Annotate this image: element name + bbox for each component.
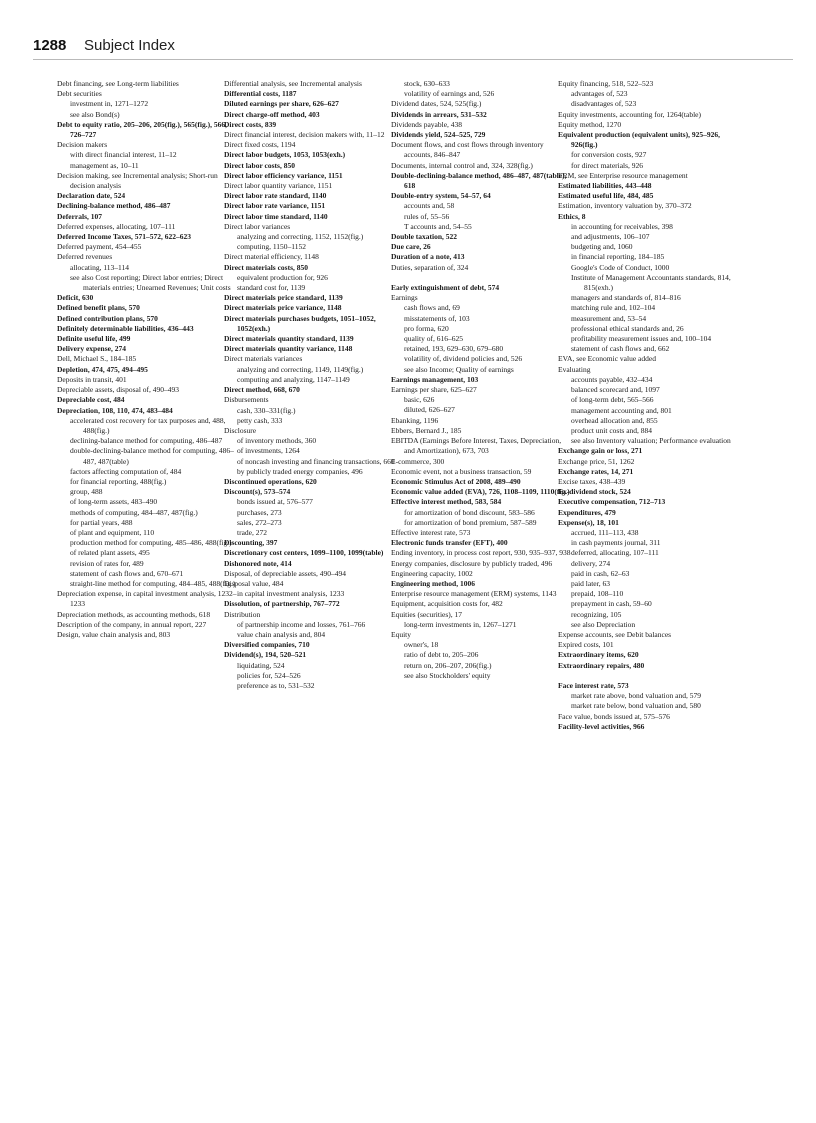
index-entry: Exchange gain or loss, 271 (558, 446, 643, 456)
index-entry: Estimated useful life, 484, 485 (558, 191, 654, 201)
index-entry: Dishonored note, 414 (224, 558, 292, 568)
index-subentry: petty cash, 333 (237, 415, 283, 425)
index-subentry: see also Cost reporting; Direct labor entries; Direct materials entries; Unearned Revenues; Unit costs (70, 272, 231, 293)
index-subentry: sales, 272–273 (237, 517, 282, 527)
index-entry: Deferrals, 107 (57, 211, 102, 221)
index-entry: Direct labor efficiency variance, 1151 (224, 170, 343, 180)
index-entry: Ebbers, Bernard J., 185 (391, 425, 462, 435)
index-column-1 (57, 79, 237, 640)
index-entry: Direct labor quantity variance, 1151 (224, 181, 333, 191)
index-entry: Equity method, 1270 (558, 119, 622, 129)
index-entry: Depletion, 474, 475, 494–495 (57, 364, 148, 374)
index-entry: Deferred revenues (57, 252, 113, 262)
index-subentry: accrued, 111–113, 438 (571, 527, 639, 537)
index-column-2 (224, 79, 404, 691)
index-entry: Deferred expenses, allocating, 107–111 (57, 221, 176, 231)
index-entry: Direct financial interest, decision makers with, 11–12 (224, 130, 385, 140)
index-subentry: purchases, 273 (237, 507, 282, 517)
index-entry: Electronic funds transfer (EFT), 400 (391, 538, 508, 548)
index-entry: Decision makers (57, 140, 108, 150)
index-subentry: for partial years, 488 (70, 517, 133, 527)
index-subentry: straight-line method for computing, 484–485, 488(fig.) (70, 578, 236, 588)
index-entry: Depreciable assets, disposal of, 490–493 (57, 385, 180, 395)
index-entry: Deposits in transit, 401 (57, 374, 127, 384)
index-entry: Direct material efficiency, 1148 (224, 252, 319, 262)
index-subentry: for conversion costs, 927 (571, 150, 647, 160)
index-entry: Declining-balance method, 486–487 (57, 201, 171, 211)
index-entry: Disposal value, 484 (224, 578, 284, 588)
index-entry: Exchange rates, 14, 271 (558, 466, 634, 476)
index-entry: Depreciation expense, in capital investment analysis, 1232–1233 (57, 589, 237, 609)
index-entry: Depreciable cost, 484 (57, 395, 125, 405)
index-entry: Direct labor costs, 850 (224, 160, 295, 170)
index-subentry: accelerated cost recovery for tax purposes and, 488, 488(fig.) (70, 415, 226, 435)
index-subentry: analyzing and correcting, 1149, 1149(fig.) (237, 364, 364, 374)
index-entry: Dissolution, of partnership, 767–772 (224, 599, 340, 609)
index-subentry: allocating, 113–114 (70, 262, 130, 272)
index-entry: Design, value chain analysis and, 803 (57, 629, 171, 639)
index-entry: Dividends yield, 524–525, 729 (391, 130, 486, 140)
index-subentry: investment in, 1271–1272 (70, 99, 149, 109)
index-entry: ERM, see Enterprise resource management (558, 170, 688, 180)
index-subentry: with direct financial interest, 11–12 (70, 150, 177, 160)
index-entry: Expense(s), 18, 101 (558, 517, 619, 527)
index-subentry: standard cost for, 1139 (237, 283, 306, 293)
index-subentry: cash flows and, 69 (404, 303, 460, 313)
index-entry: EVA, see Economic value added (558, 354, 656, 364)
index-subentry: ratio of debt to, 205–206 (404, 650, 479, 660)
index-entry: Extraordinary repairs, 480 (558, 660, 645, 670)
index-entry: Expired costs, 101 (558, 640, 614, 650)
index-entry: Debt to equity ratio, 205–206, 205(fig.), 565(fig.), 566, 726–727 (57, 119, 227, 140)
index-entry: Disposal, of depreciable assets, 490–494 (224, 568, 347, 578)
index-subentry: professional ethical standards and, 26 (571, 323, 684, 333)
index-entry: Direct labor time standard, 1140 (224, 211, 328, 221)
index-subentry: factors affecting computation of, 484 (70, 466, 182, 476)
index-subentry: of plant and equipment, 110 (70, 527, 155, 537)
index-entry: Ethics, 8 (558, 211, 586, 221)
index-subentry: matching rule and, 102–104 (571, 303, 656, 313)
index-entry: Estimation, inventory valuation by, 370–372 (558, 201, 692, 211)
index-entry: Discretionary cost centers, 1099–1100, 1099(table) (224, 548, 384, 558)
index-entry: Ex-dividend stock, 524 (558, 487, 631, 497)
index-subentry: deferred, allocating, 107–111 (571, 548, 659, 558)
index-subentry: of related plant assets, 495 (70, 548, 150, 558)
index-subentry: of inventory methods, 360 (237, 436, 317, 446)
index-subentry: by publicly traded energy companies, 496 (237, 466, 363, 476)
index-entry: Documents, internal control and, 324, 328(fig.) (391, 160, 533, 170)
index-subentry: equivalent production for, 926 (237, 272, 328, 282)
index-entry: Dell, Michael S., 184–185 (57, 354, 137, 364)
index-entry: Dividends in arrears, 531–532 (391, 109, 487, 119)
index-entry: Expenditures, 479 (558, 507, 616, 517)
index-entry: Equity (391, 629, 411, 639)
index-subentry: product unit costs and, 884 (571, 425, 653, 435)
index-entry: Economic value added (EVA), 726, 1108–1109, 1110(fig.) (391, 487, 570, 497)
index-subentry: misstatements of, 103 (404, 313, 470, 323)
index-subentry: of long-term assets, 483–490 (70, 497, 158, 507)
index-subentry: budgeting and, 1060 (571, 242, 633, 252)
index-entry: Definite useful life, 499 (57, 334, 131, 344)
index-subentry: balanced scorecard and, 1097 (571, 385, 660, 395)
index-entry: Direct materials quantity variance, 1148 (224, 344, 353, 354)
index-subentry: double-declining-balance method for computing, 486–487, 487(table) (70, 446, 234, 466)
index-subentry: in cash payments journal, 311 (571, 538, 661, 548)
index-subentry: quality of, 616–625 (404, 334, 463, 344)
index-entry: Direct materials variances (224, 354, 303, 364)
index-entry: Ending inventory, in process cost report, 930, 935–937, 938 (391, 548, 571, 558)
index-subentry: accounts and, 58 (404, 201, 455, 211)
index-subentry: in financial reporting, 184–185 (571, 252, 665, 262)
index-subentry: overhead allocation and, 855 (571, 415, 658, 425)
index-entry: Early extinguishment of debt, 574 (391, 283, 500, 293)
index-entry: Deferred Income Taxes, 571–572, 622–623 (57, 232, 192, 242)
index-entry: Diluted earnings per share, 626–627 (224, 99, 339, 109)
index-subentry: measurement and, 53–54 (571, 313, 647, 323)
index-subentry: policies for, 524–526 (237, 670, 301, 680)
page-header (33, 37, 793, 63)
index-entry: Defined contribution plans, 570 (57, 313, 158, 323)
index-entry: Earnings per share, 625–627 (391, 385, 477, 395)
index-entry: Effective interest method, 583, 584 (391, 497, 502, 507)
index-subentry: management accounting and, 801 (571, 405, 672, 415)
index-entry: Declaration date, 524 (57, 191, 126, 201)
index-entry: Equity financing, 518, 522–523 (558, 79, 654, 88)
index-subentry: liquidating, 524 (237, 660, 285, 670)
index-subentry: prepaid, 108–110 (571, 589, 624, 599)
index-entry: Energy companies, disclosure by publicly traded, 496 (391, 558, 553, 568)
index-entry: Differential analysis, see Incremental analysis (224, 79, 362, 88)
index-entry: Face value, bonds issued at, 575–576 (558, 711, 670, 721)
index-entry: Debt securities (57, 89, 102, 99)
index-subentry: rules of, 55–56 (404, 211, 450, 221)
index-entry: Discontinued operations, 620 (224, 476, 317, 486)
index-entry: Direct labor variances (224, 221, 291, 231)
index-subentry: computing, 1150–1152 (237, 242, 307, 252)
index-entry: Direct method, 668, 670 (224, 385, 300, 395)
running-title: Subject Index (84, 37, 175, 54)
index-entry: Dividend dates, 524, 525(fig.) (391, 99, 482, 109)
index-subentry: basic, 626 (404, 395, 435, 405)
index-entry: Double taxation, 522 (391, 232, 458, 242)
index-entry: Discount(s), 573–574 (224, 487, 291, 497)
index-entry: Description of the company, in annual report, 227 (57, 619, 207, 629)
index-entry: Double-declining-balance method, 486–487, 487(table), 618 (391, 170, 567, 191)
index-entry: Diversified companies, 710 (224, 640, 310, 650)
index-subentry: declining-balance method for computing, 486–487 (70, 436, 223, 446)
index-subentry: statement of cash flows and, 662 (571, 344, 670, 354)
index-entry: Depreciation methods, as accounting methods, 618 (57, 609, 211, 619)
index-subentry: and adjustments, 106–107 (571, 232, 650, 242)
index-entry: Equities (securities), 17 (391, 609, 463, 619)
index-entry: Direct fixed costs, 1194 (224, 140, 296, 150)
index-column-3 (391, 79, 571, 681)
index-subentry: production method for computing, 485–486, 488(fig.) (70, 538, 232, 548)
index-subentry: preference as to, 531–532 (237, 680, 315, 690)
index-subentry: prepayment in cash, 59–60 (571, 599, 652, 609)
index-entry: Discounting, 397 (224, 538, 278, 548)
index-entry: Executive compensation, 712–713 (558, 497, 666, 507)
index-entry: Ebanking, 1196 (391, 415, 439, 425)
index-subentry: value chain analysis and, 804 (237, 629, 326, 639)
index-entry: Evaluating (558, 364, 591, 374)
index-subentry: advantages of, 523 (571, 89, 628, 99)
index-subentry: statement of cash flows and, 670–671 (70, 568, 184, 578)
index-subentry: for financial reporting, 488(fig.) (70, 476, 167, 486)
index-subentry: group, 488 (70, 487, 103, 497)
index-subentry: for amortization of bond discount, 583–586 (404, 507, 535, 517)
index-entry: Equipment, acquisition costs for, 482 (391, 599, 503, 609)
index-subentry: methods of computing, 484–487, 487(fig.) (70, 507, 198, 517)
index-entry: Direct labor rate variance, 1151 (224, 201, 326, 211)
header-rule (33, 59, 793, 60)
index-entry: Decision making, see Incremental analysis; Short-run decision analysis (57, 170, 218, 191)
index-entry: Duties, separation of, 324 (391, 262, 469, 272)
index-entry: Direct materials price variance, 1148 (224, 303, 342, 313)
index-subentry: management as, 10–11 (70, 160, 139, 170)
index-subentry: trade, 272 (237, 527, 267, 537)
index-entry: Economic Stimulus Act of 2008, 489–490 (391, 476, 521, 486)
index-entry: Dividend(s), 194, 520–521 (224, 650, 307, 660)
index-subentry: diluted, 626–627 (404, 405, 455, 415)
index-subentry: of investments, 1264 (237, 446, 300, 456)
index-subentry: stock, 630–633 (404, 79, 450, 88)
index-subentry: market rate below, bond valuation and, 580 (571, 701, 701, 711)
index-entry: Face interest rate, 573 (558, 680, 629, 690)
index-entry: E-commerce, 300 (391, 456, 445, 466)
index-subentry: delivery, 274 (571, 558, 611, 568)
index-entry: Depreciation, 108, 110, 474, 483–484 (57, 405, 173, 415)
index-entry: Enterprise resource management (ERM) systems, 1143 (391, 589, 557, 599)
index-column-4 (558, 79, 738, 732)
index-entry: Disbursements (224, 395, 269, 405)
index-entry: Engineering method, 1006 (391, 578, 475, 588)
index-entry: Earnings management, 103 (391, 374, 479, 384)
index-entry: Defined benefit plans, 570 (57, 303, 140, 313)
index-subentry: recognizing, 105 (571, 609, 622, 619)
index-entry: EBITDA (Earnings Before Interest, Taxes, Depreciation, and Amortization), 673, 703 (391, 436, 562, 456)
index-entry: Extraordinary items, 620 (558, 650, 639, 660)
index-subentry: see also Stockholders' equity (404, 670, 491, 680)
index-subentry: accounts payable, 432–434 (571, 374, 653, 384)
index-subentry: owner's, 18 (404, 640, 439, 650)
index-entry: Differential costs, 1187 (224, 89, 297, 99)
index-subentry: managers and standards of, 814–816 (571, 293, 681, 303)
index-subentry: pro forma, 620 (404, 323, 449, 333)
index-entry: Deficit, 630 (57, 293, 94, 303)
index-entry: Debt financing, see Long-term liabilities (57, 79, 179, 88)
index-subentry: of long-term debt, 565–566 (571, 395, 654, 405)
index-entry: Dividends payable, 438 (391, 119, 463, 129)
index-subentry: profitability measurement issues and, 100–104 (571, 334, 712, 344)
index-entry: Economic event, not a business transaction, 59 (391, 466, 532, 476)
index-entry: Direct costs, 839 (224, 119, 277, 129)
index-subentry: of partnership income and losses, 761–766 (237, 619, 366, 629)
index-subentry: volatility of earnings and, 526 (404, 89, 495, 99)
index-entry: Due care, 26 (391, 242, 431, 252)
index-subentry: market rate above, bond valuation and, 579 (571, 691, 701, 701)
index-entry: Distribution (224, 609, 261, 619)
index-entry: Deferred payment, 454–455 (57, 242, 142, 252)
index-entry: Effective interest rate, 573 (391, 527, 471, 537)
index-subentry: volatility of, dividend policies and, 526 (404, 354, 523, 364)
index-entry: Double-entry system, 54–57, 64 (391, 191, 491, 201)
index-entry: Definitely determinable liabilities, 436–443 (57, 323, 194, 333)
index-entry: Direct materials quantity standard, 1139 (224, 334, 354, 344)
index-subentry: long-term investments in, 1267–1271 (404, 619, 517, 629)
index-entry: Direct materials purchases budgets, 1051–1052, 1052(exh.) (224, 313, 376, 333)
index-entry: Direct materials costs, 850 (224, 262, 309, 272)
index-subentry: paid in cash, 62–63 (571, 568, 630, 578)
index-subentry: computing and analyzing, 1147–1149 (237, 374, 350, 384)
index-entry: Excise taxes, 438–439 (558, 476, 626, 486)
index-entry: Equivalent production (equivalent units), 925–926, 926(fig.) (558, 130, 720, 150)
index-subentry: bonds issued at, 576–577 (237, 497, 313, 507)
index-subentry: see also Income; Quality of earnings (404, 364, 514, 374)
index-entry: Direct labor budgets, 1053, 1053(exh.) (224, 150, 346, 160)
index-subentry: Google's Code of Conduct, 1000 (571, 262, 670, 272)
index-entry: Delivery expense, 274 (57, 344, 126, 354)
index-subentry: disadvantages of, 523 (571, 99, 637, 109)
index-subentry: paid later, 63 (571, 578, 611, 588)
index-entry: Facility-level activities, 966 (558, 721, 645, 731)
index-entry: Duration of a note, 413 (391, 252, 465, 262)
index-subentry: retained, 193, 629–630, 679–680 (404, 344, 504, 354)
index-subentry: in accounting for receivables, 398 (571, 221, 673, 231)
index-subentry: see also Bond(s) (70, 109, 120, 119)
index-entry: Document flows, and cost flows through inventory accounts, 846–847 (391, 140, 544, 160)
index-subentry: in capital investment analysis, 1233 (237, 589, 345, 599)
index-subentry: for direct materials, 926 (571, 160, 644, 170)
index-subentry: of noncash investing and financing transactions, 660 (237, 456, 395, 466)
index-entry: Earnings (391, 293, 418, 303)
index-entry: Estimated liabilities, 443–448 (558, 181, 652, 191)
index-entry: Expense accounts, see Debit balances (558, 629, 672, 639)
index-subentry: revision of rates for, 489 (70, 558, 144, 568)
index-entry: Exchange price, 51, 1262 (558, 456, 635, 466)
index-entry: Equity investments, accounting for, 1264(table) (558, 109, 701, 119)
index-entry: Disclosure (224, 425, 257, 435)
index-subentry: return on, 206–207, 206(fig.) (404, 660, 492, 670)
index-subentry: analyzing and correcting, 1152, 1152(fig.) (237, 232, 364, 242)
index-subentry: T accounts and, 54–55 (404, 221, 472, 231)
index-subentry: see also Depreciation (571, 619, 636, 629)
index-subentry: Institute of Management Accountants standards, 814, 815(exh.) (571, 272, 731, 293)
index-entry: Direct labor rate standard, 1140 (224, 191, 327, 201)
index-entry: Direct materials price standard, 1139 (224, 293, 343, 303)
index-subentry: cash, 330–331(fig.) (237, 405, 296, 415)
page-number: 1288 (33, 37, 67, 54)
index-entry: Direct charge-off method, 403 (224, 109, 320, 119)
index-entry: Engineering capacity, 1002 (391, 568, 473, 578)
index-subentry: for amortization of bond premium, 587–589 (404, 517, 537, 527)
index-subentry: see also Inventory valuation; Performance evaluation (571, 436, 731, 446)
